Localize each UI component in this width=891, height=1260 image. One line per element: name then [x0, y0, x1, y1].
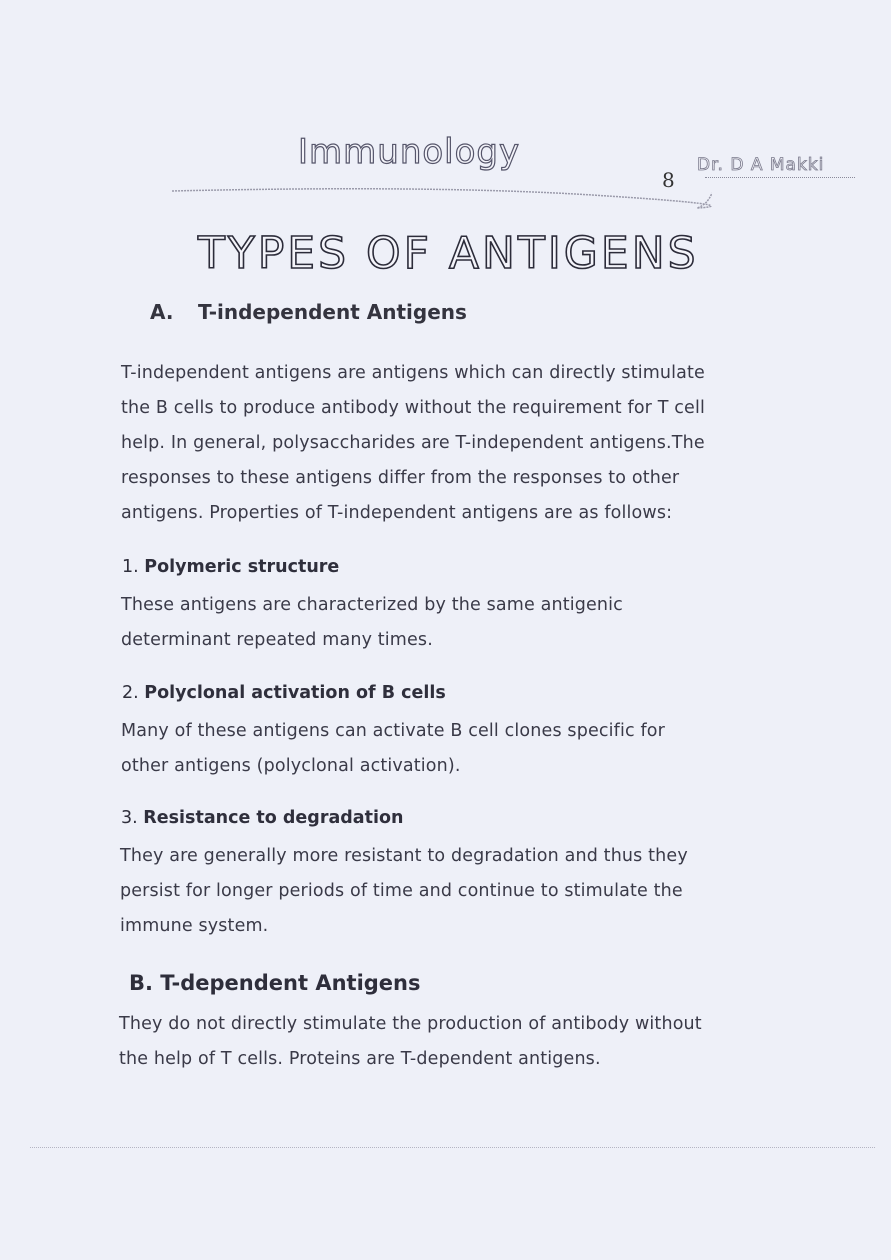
property-title: Polyclonal activation of B cells	[144, 683, 446, 703]
section-a-heading	[150, 300, 467, 324]
property-title: Polymeric structure	[144, 557, 340, 577]
author-underline	[705, 177, 855, 178]
author-name: Dr. D A Makki	[697, 155, 825, 175]
property-number: 1.	[122, 557, 139, 577]
section-a-intro	[121, 356, 705, 531]
property-1-text	[121, 588, 623, 658]
footer-divider	[30, 1147, 875, 1148]
property-2-text	[121, 714, 665, 784]
section-b-line: the help of T cells. Proteins are T-dependent antigens.	[119, 1049, 601, 1069]
intro-line: responses to these antigens differ from the responses to other	[121, 468, 680, 488]
header-divider	[172, 183, 712, 213]
property-line: determinant repeated many times.	[121, 630, 433, 650]
main-title: TYPES OF ANTIGENS	[198, 228, 699, 279]
section-b-line: They do not directly stimulate the production of antibody without	[119, 1014, 702, 1034]
section-a-letter: A.	[150, 300, 174, 324]
property-3-heading	[121, 808, 403, 828]
property-line: Many of these antigens can activate B cell clones specific for	[121, 721, 665, 741]
property-line: other antigens (polyclonal activation).	[121, 756, 461, 776]
intro-line: antigens. Properties of T-independent antigens are as follows:	[121, 503, 673, 523]
property-line: They are generally more resistant to degradation and thus they	[120, 846, 688, 866]
property-number: 2.	[122, 683, 139, 703]
property-3-text	[120, 839, 688, 944]
property-line: immune system.	[120, 916, 269, 936]
section-b-heading: B. T-dependent Antigens	[129, 971, 421, 995]
intro-line: the B cells to produce antibody without the requirement for T cell	[121, 398, 705, 418]
intro-line: help. In general, polysaccharides are T-independent antigens.The	[121, 433, 705, 453]
intro-line: T-independent antigens are antigens which can directly stimulate	[121, 363, 705, 383]
section-a-title: T-independent Antigens	[198, 300, 467, 324]
property-title: Resistance to degradation	[143, 808, 404, 828]
property-1-heading	[122, 557, 339, 577]
property-line: persist for longer periods of time and continue to stimulate the	[120, 881, 683, 901]
property-number: 3.	[121, 808, 138, 828]
header-title: Immunology	[298, 132, 521, 172]
page-number: 8	[662, 168, 675, 192]
property-line: These antigens are characterized by the same antigenic	[121, 595, 623, 615]
section-b-text	[119, 1007, 702, 1077]
property-2-heading	[122, 683, 446, 703]
